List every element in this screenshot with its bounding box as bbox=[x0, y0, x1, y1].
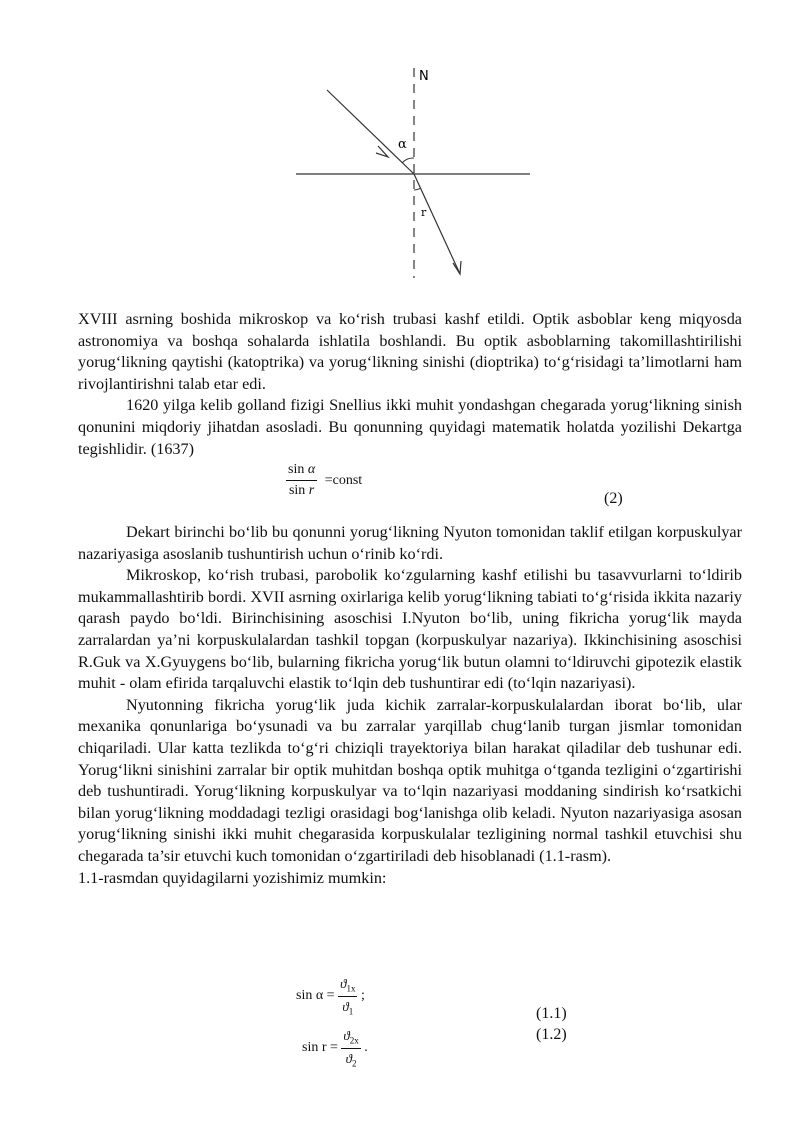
paragraph: 1620 yilga kelib golland fizigi Snellius ikki muhit yondashgan chegarada yorug‘likning sinish qonunini miqdoriy jihatdan asosladi. Bu qonunning quyidagi matematik holatda yozilishi Dekartga tegishlidir. (1637) bbox=[78, 396, 742, 458]
paragraph: Nyutonning fikricha yorug‘lik juda kichik zarralar-korpuskulalardan iborat bo‘lib, ular mexanika qonunlariga bo‘ysunadi va bu zarralar yarqillab chug‘lanib turgan jismlar tomonidan chiqariladi. Ular katta tezlikda to‘g‘ri chiziqli trayektoriya bilan harakat qiladilar deb tushunar edi. Yorug‘likni sinishini zarralar bir optik muhitdan boshqa optik muhitga o‘tganda tezligini o‘zgartirishi deb tushuntiradi. Yorug‘likning korpuskulyar va to‘lqin nazariyasi moddaning sindirish ko‘rsatkichi bilan yorug‘likning moddadagi tezligi orasidagi bog‘lanishga olib keladi. Nyuton nazariyasiga asosan yorug‘likning sinishi ikki muhit chegarasida korpuskulalar tezligining normal tashkil etuvchisi shu chegarada ta’sir etuvchi kuch tomonidan o‘zgartiriladi deb hisoblanadi (1.1-rasm). bbox=[78, 695, 742, 865]
formula-2-rhs: =const bbox=[324, 472, 363, 488]
incidence-angle-arc bbox=[402, 158, 414, 163]
text-block-1 bbox=[78, 309, 742, 460]
formula-1-2: sin r = $\frac{ϑ_{2x}}{ϑ_2}$ . bbox=[302, 1028, 368, 1069]
formula-2-fraction: $\frac{\text{sin α}}{\text{sin r}}$ bbox=[288, 462, 316, 498]
intro-line: 1.1-rasmdan quyidagilarni yozishimiz mumkin: bbox=[78, 868, 387, 887]
equation-number-2: (2) bbox=[604, 490, 623, 507]
refracted-ray bbox=[414, 174, 460, 274]
equation-number-1-1: (1.1) bbox=[536, 1005, 567, 1022]
paragraph: Mikroskop, ko‘rish trubasi, parobolik ko‘zgularning kashf etilishi bu tasavvurlarni to‘ldirib mukammallashtirib bordi. XVII asrning oxirlariga kelib yorug‘likning tabiati to‘g‘risida ikkita nazariy qarash paydo bo‘ldi. Birinchisining asoschisi I.Nyuton bo‘lib, uning fikricha yorug‘lik mayda zarralardan ya’ni korpuskulalardan tashkil topgan (korpuskulyar nazariya). Ikkinchisining asoschisi R.Guk va X.Gyuygens bo‘lib, bularning fikricha yorug‘lik butun olamni to‘ldiruvchi gipotezik elastik muhit - olam efirida tarqaluvchi elastik to‘lqin deb tushuntirar edi (to‘lqin nazariyasi). bbox=[78, 566, 742, 693]
paragraph: XVIII asrning boshida mikroskop va ko‘rish trubasi kashf etildi. Optik asboblar keng miqyosda astronomiya va boshqa sohalarda ishlatila boshlandi. Bu optik asboblarning takomillashtirilishi yorug‘likning qaytishi (katoptrika) va yorug‘likning sinishi (dioptrika) to‘g‘risidagi ta’limotlarni ham rivojlantirishni talab etar edi. bbox=[78, 310, 742, 393]
incident-ray bbox=[327, 90, 414, 174]
normal-label: N bbox=[419, 69, 429, 84]
equation-number-1-2: (1.2) bbox=[536, 1026, 567, 1043]
paragraph: Dekart birinchi bo‘lib bu qonunni yorug‘likning Nyuton tomonidan taklif etilgan korpuskulyar nazariyasiga asoslanib tushuntirish uchun o‘rinib ko‘rdi. bbox=[78, 523, 742, 563]
angle-incidence-label: α bbox=[398, 137, 407, 152]
text-block-2 bbox=[78, 522, 742, 889]
angle-refraction-label: r bbox=[421, 206, 427, 219]
refraction-diagram bbox=[290, 60, 540, 290]
formula-2 bbox=[286, 462, 362, 499]
refraction-angle-arc bbox=[414, 188, 421, 190]
formula-1-1: sin α = $\frac{ϑ_{1x}}{ϑ_1}$ ; bbox=[296, 976, 365, 1017]
